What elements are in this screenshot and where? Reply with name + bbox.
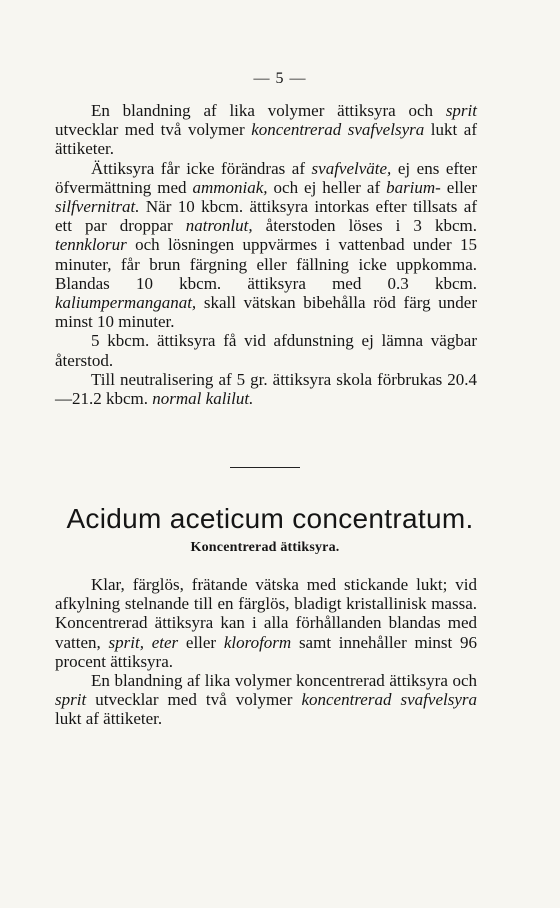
- text-run: skall vätskan bibehålla röd färg under minst 10 minuter.: [55, 293, 477, 332]
- text-run: En blandning af lika volymer ättiksyra och: [91, 101, 446, 120]
- text-run: lukt af ättiketer.: [55, 709, 163, 729]
- italic-term: eter: [151, 632, 179, 652]
- paragraph: [55, 331, 477, 369]
- italic-term: koncentrerad svafvelsyra: [301, 690, 477, 710]
- text-run: eller: [178, 632, 224, 652]
- text-run: 5 kbcm. ättiksyra få vid afdunstning ej lämna vägbar återstod.: [55, 331, 477, 370]
- italic-term: kloroform: [223, 632, 292, 652]
- text-run: [144, 633, 152, 652]
- italic-term: sprit,: [108, 632, 144, 652]
- text-run: och ej heller af: [267, 177, 387, 197]
- text-run: När 10 kbcm. ättiksyra intorkas efter tillsats af ett par droppar: [55, 197, 477, 236]
- text-block-koncentrerad: [55, 575, 477, 729]
- italic-term: natronlut,: [185, 216, 253, 236]
- text-run: utvecklar med två volymer: [55, 120, 252, 140]
- page-number: — 5 —: [253, 70, 307, 87]
- text-run: eller: [440, 177, 477, 197]
- italic-term: tennklorur: [55, 235, 127, 255]
- paragraph: [55, 159, 477, 332]
- italic-term: svafvelväte,: [311, 158, 392, 178]
- paragraph: [55, 575, 477, 671]
- text-run: och lösningen uppvärmes i vattenbad under 15 minuter, får brun färgning eller fällning icke uppkomma. Blandas 10 kbcm. ättiksyra med 0.3 kbcm.: [55, 235, 477, 293]
- text-block-attiksyra: [55, 101, 477, 408]
- text-run: Ättiksyra får icke förändras af: [91, 158, 312, 178]
- italic-term: koncentrerad svafvelsyra: [251, 120, 425, 140]
- section-subheading: Koncentrerad ättiksyra.: [190, 540, 340, 555]
- text-run: samt innehåller minst 96 procent ättiksyra.: [55, 632, 478, 671]
- text-run: Till neutralisering af 5 gr. ättiksyra skola förbrukas 20.4—21.2 kbcm.: [55, 369, 477, 409]
- paragraph: [55, 671, 477, 729]
- text-run: En blandning af lika volymer koncentrerad ättiksyra och: [91, 671, 477, 691]
- italic-term: ammoniak,: [192, 177, 268, 197]
- italic-term: normal kalilut.: [152, 389, 254, 409]
- italic-term: silfvernitrat.: [55, 197, 140, 217]
- italic-term: barium-: [386, 177, 441, 197]
- text-run: utvecklar med två volymer: [86, 690, 302, 710]
- paragraph: [55, 370, 477, 408]
- section-divider: [230, 467, 300, 468]
- italic-term: kaliumpermanganat,: [55, 293, 197, 313]
- text-run: återstoden löses i 3 kbcm.: [252, 216, 477, 236]
- section-heading: Acidum aceticum concentratum.: [66, 503, 474, 534]
- italic-term: sprit: [445, 101, 477, 120]
- text-run: lukt af ättiketer.: [55, 120, 478, 159]
- italic-term: sprit: [55, 690, 87, 710]
- paragraph: [55, 101, 477, 159]
- text-run: ej ens efter öfvermättning med: [55, 158, 477, 197]
- text-run: Klar, färglös, frätande vätska med stickande lukt; vid afkylning stelnande till en färglös, bladigt kristallinisk massa. Koncentrerad ättiksyra kan i alla förhållanden blandas med vatten,: [55, 575, 477, 652]
